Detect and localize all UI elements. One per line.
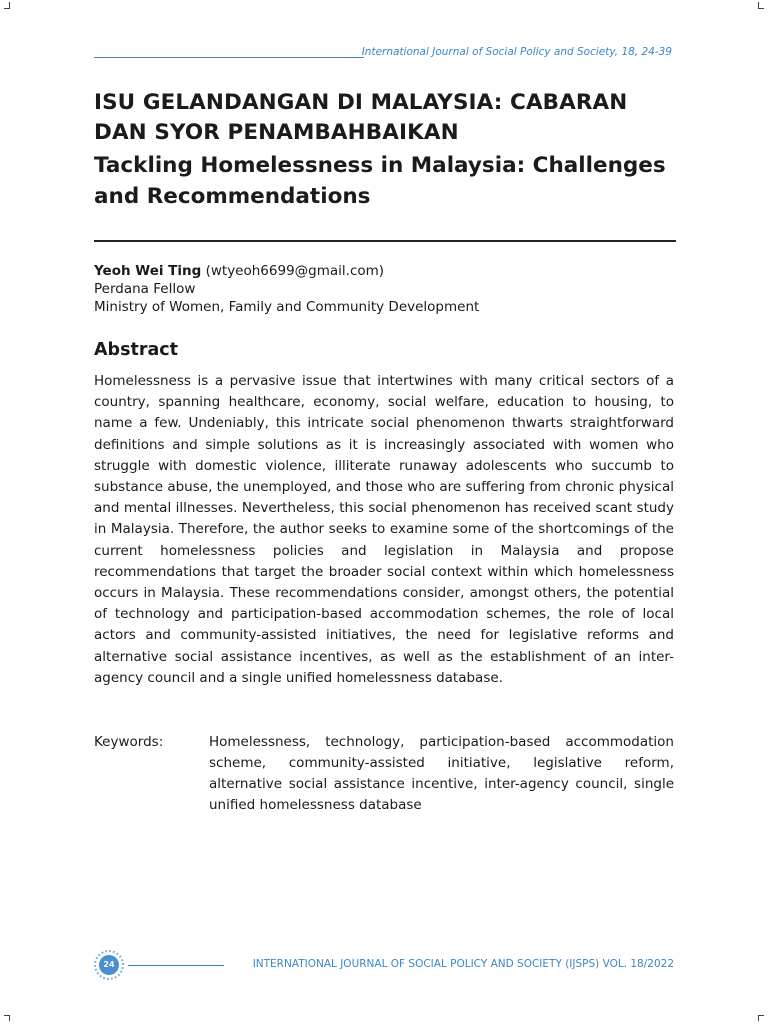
crop-mark-bottom-left-v: [9, 1015, 10, 1021]
footer-rule: [128, 965, 224, 966]
crop-mark-top-right-v: [758, 2, 759, 8]
english-title-line-1: Tackling Homelessness in Malaysia: Challenges: [94, 153, 666, 178]
abstract-heading: Abstract: [94, 340, 179, 360]
author-block: [94, 262, 674, 316]
title-divider: [94, 240, 676, 242]
crop-mark-bottom-right-v: [758, 1015, 759, 1021]
page-footer: [94, 950, 674, 978]
running-head-text: International Journal of Social Policy and Society, 18, 24-39: [361, 46, 672, 58]
keywords-label: Keywords:: [94, 734, 164, 750]
malay-title: [94, 88, 679, 148]
running-head-rule: [94, 57, 364, 58]
crop-mark-top-left-h: [4, 8, 10, 9]
crop-mark-top-left-v: [9, 2, 10, 8]
english-title-line-2: and Recommendations: [94, 184, 371, 209]
title-block: [94, 88, 679, 212]
author-name: Yeoh Wei Ting: [94, 263, 202, 279]
english-title: [94, 150, 679, 212]
author-affiliation: Ministry of Women, Family and Community Development: [94, 299, 480, 315]
author-email: (wtyeoh6699@gmail.com): [205, 263, 385, 279]
page-number: 24: [99, 955, 119, 975]
abstract-body: Homelessness is a pervasive issue that intertwines with many critical sectors of a country, spanning healthcare, economy, social welfare, education to housing, to name a few. Undeniably, this intricate social phenomenon thwarts straightforward definitions and simple solutions as it is increasingly associated with women who struggle with domestic violence, illiterate runaway adolescents who succumb to substance abuse, the unemployed, and those who are suffering from chronic physical and mental illnesses. Nevertheless, this social phenomenon has received scant study in Malaysia. Therefore, the author seeks to examine some of the shortcomings of the current homelessness policies and legislation in Malaysia and propose recommendations that target the broader social context within which homelessness occurs in Malaysia. These recommendations consider, amongst others, the potential of technology and participation-based accommodation schemes, the role of local actors and community-assisted initiatives, the need for legislative reforms and alternative social assistance incentives, as well as the establishment of an inter-agency council and a single unified homelessness database.: [94, 373, 674, 686]
crop-mark-top-right-h: [758, 8, 764, 9]
keywords-value: Homelessness, technology, participation-based accommodation scheme, community-assisted initiative, legislative reform, alternative social assistance incentive, inter-agency council, single unified homelessness database: [209, 734, 674, 813]
malay-title-line-1: ISU GELANDANGAN DI MALAYSIA: CABARAN: [94, 90, 628, 115]
footer-journal-name: INTERNATIONAL JOURNAL OF SOCIAL POLICY AND SOCIETY (IJSPS) VOL. 18/2022: [252, 958, 674, 970]
keywords-block: [94, 732, 674, 816]
malay-title-line-2: DAN SYOR PENAMBAHBAIKAN: [94, 120, 459, 145]
running-head: [94, 40, 672, 64]
author-position: Perdana Fellow: [94, 281, 196, 297]
author-line: [94, 262, 674, 280]
page-number-badge: [94, 950, 124, 980]
